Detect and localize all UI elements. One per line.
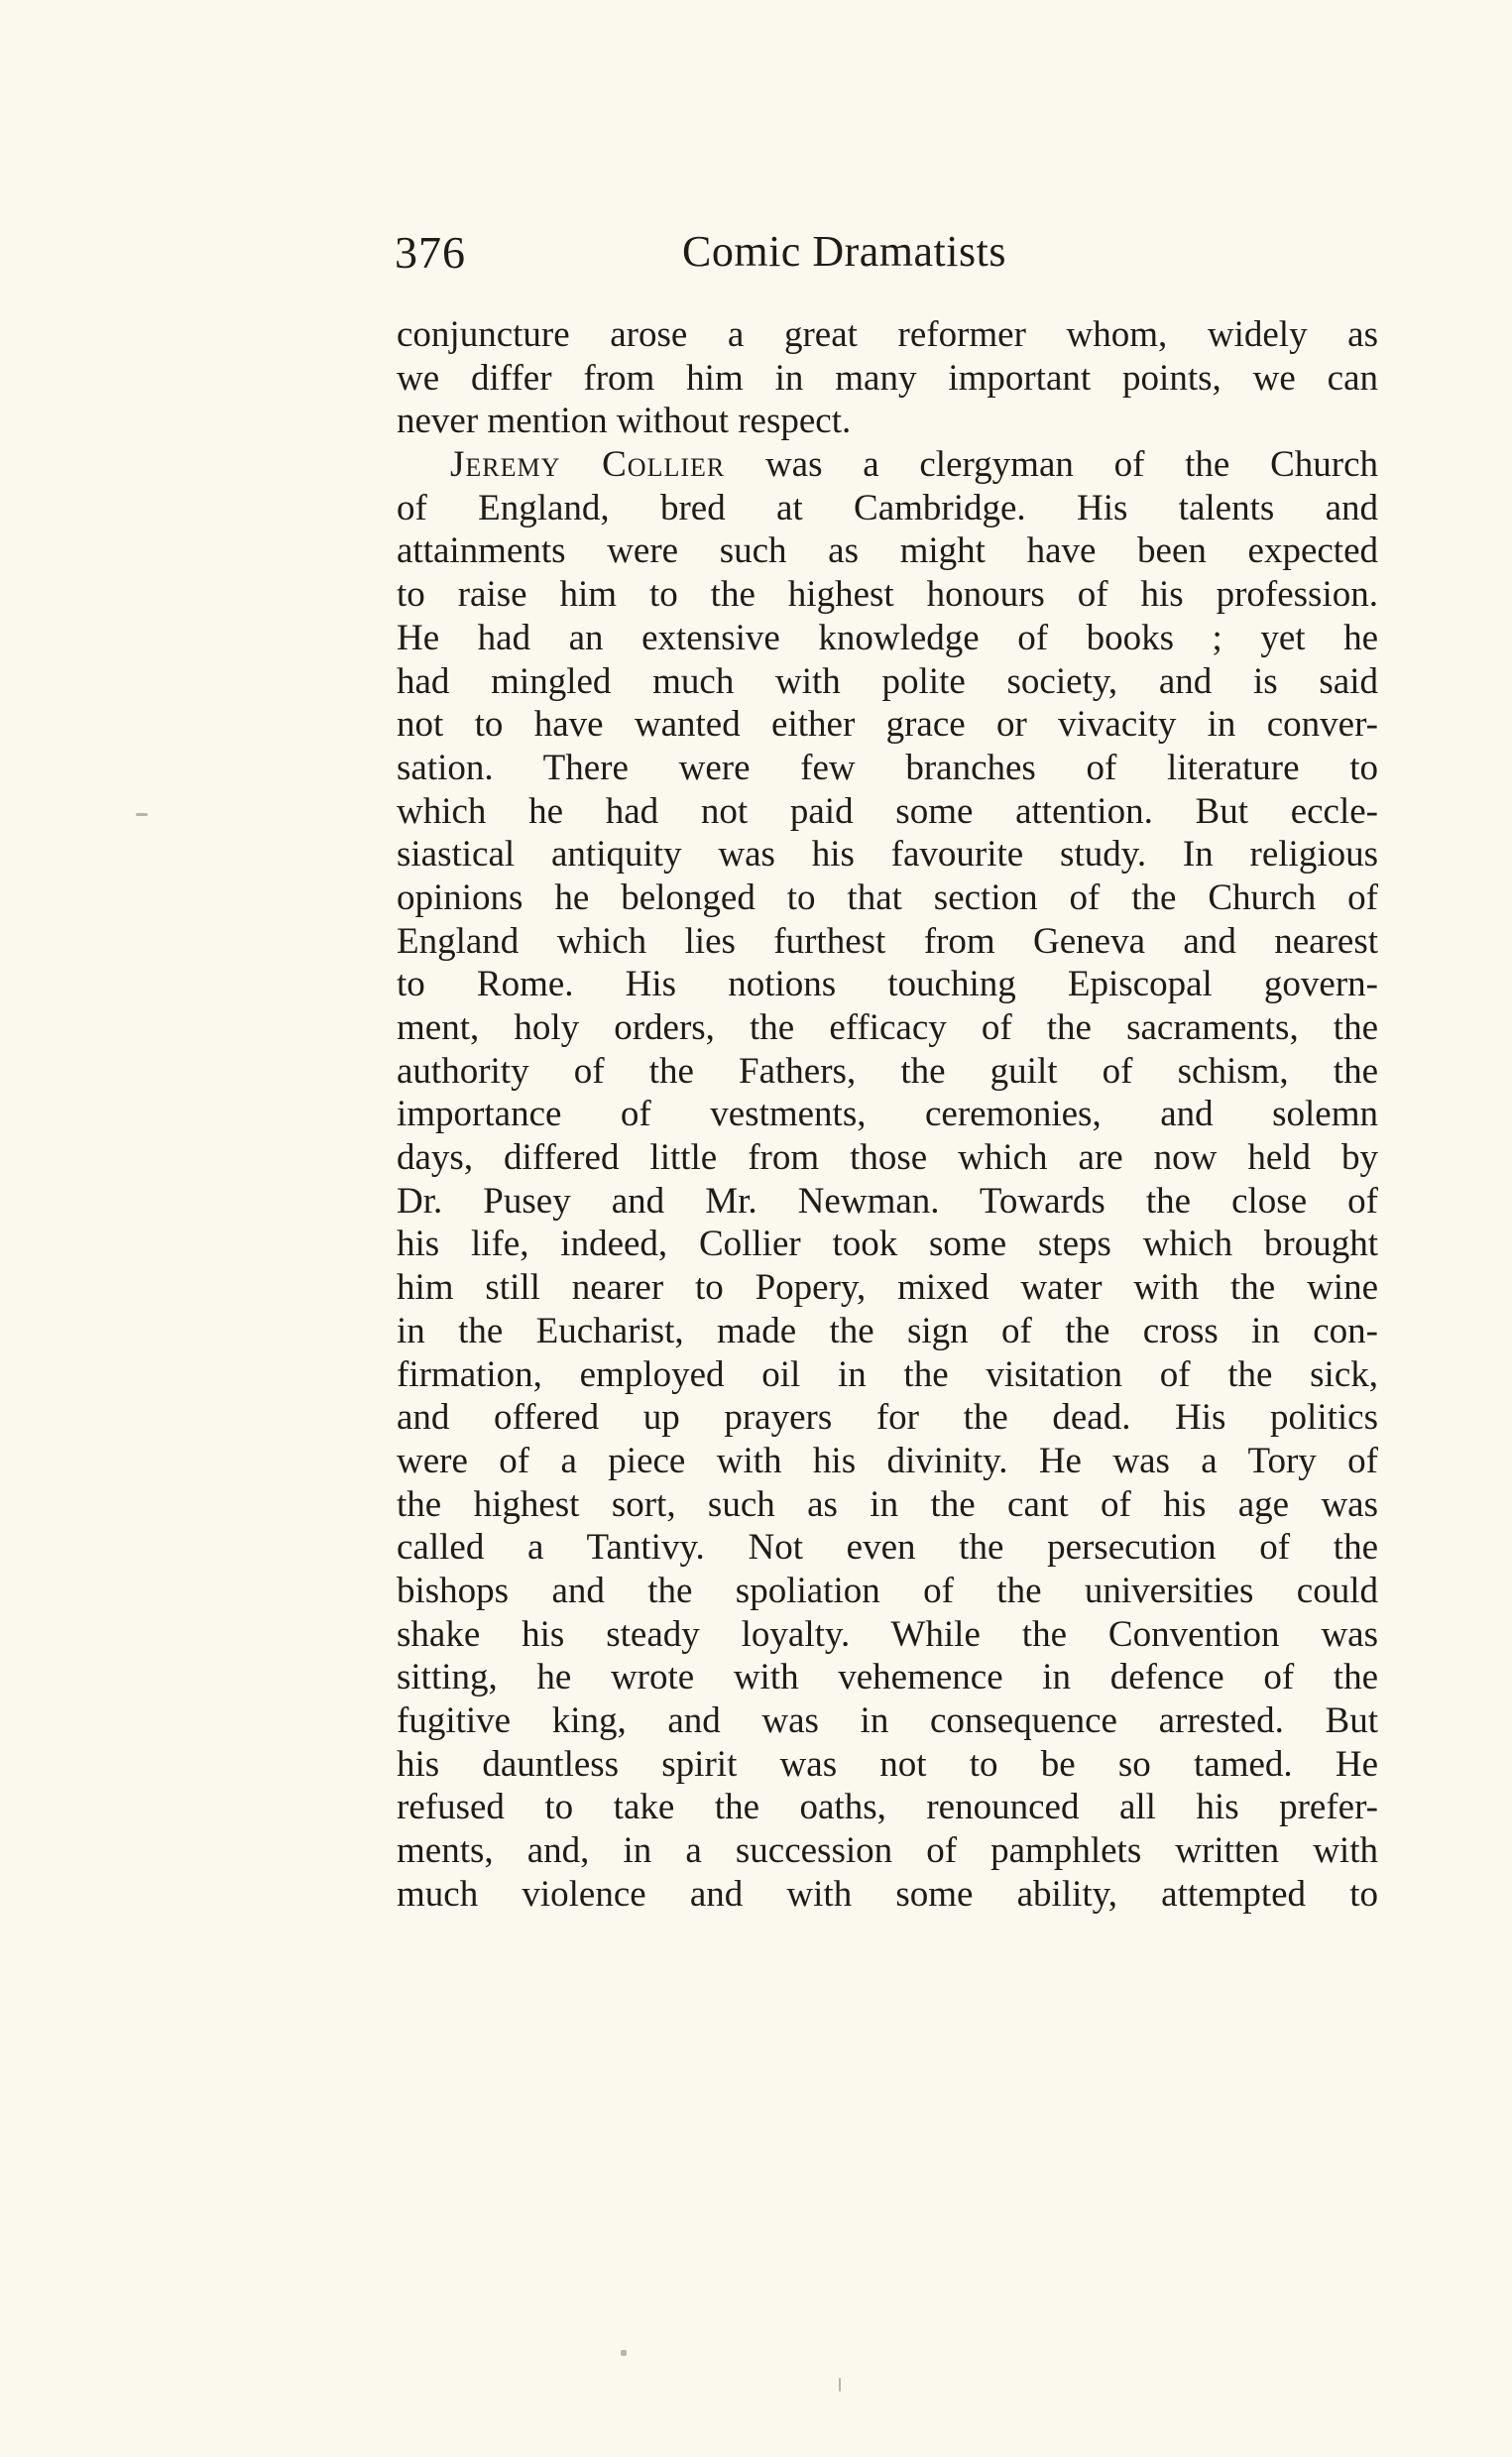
text-line bbox=[397, 443, 1378, 487]
page-number: 376 bbox=[395, 227, 466, 278]
text-line: refused to take the oaths, renounced all his prefer- bbox=[397, 1787, 1378, 1828]
text-line: and offered up prayers for the dead. His politics bbox=[397, 1397, 1378, 1439]
running-header bbox=[395, 226, 1381, 286]
text-line: of England, bred at Cambridge. His talents and bbox=[397, 487, 1378, 528]
text-line: He had an extensive knowledge of books ; yet he bbox=[397, 617, 1378, 658]
text-span: was a clergyman of the Church bbox=[725, 444, 1379, 486]
text-line: sation. There were few branches of literature to bbox=[397, 747, 1378, 788]
text-line: firmation, employed oil in the visitation of the sick, bbox=[397, 1353, 1378, 1395]
text-line: the highest sort, such as in the cant of his age was bbox=[397, 1483, 1378, 1525]
text-line: siastical antiquity was his favourite study. In religious bbox=[397, 834, 1378, 876]
text-line: his dauntless spirit was not to be so tamed. He bbox=[397, 1743, 1378, 1785]
text-line: we differ from him in many important points, we can bbox=[397, 357, 1378, 399]
text-line: sitting, he wrote with vehemence in defence of the bbox=[397, 1657, 1378, 1698]
text-line: ments, and, in a succession of pamphlets written with bbox=[397, 1830, 1378, 1872]
running-title: Comic Dramatists bbox=[682, 227, 1006, 276]
text-line: not to have wanted either grace or vivacity in conver- bbox=[397, 704, 1378, 746]
text-line: importance of vestments, ceremonies, and solemn bbox=[397, 1094, 1378, 1135]
text-line: never mention without respect. bbox=[397, 401, 852, 442]
text-line: days, differed little from those which are now held by bbox=[397, 1137, 1378, 1179]
text-line: attainments were such as might have been expected bbox=[397, 530, 1378, 572]
paper-speck bbox=[136, 813, 148, 816]
text-line: him still nearer to Popery, mixed water with the wine bbox=[397, 1267, 1378, 1309]
paragraph-2 bbox=[397, 443, 1378, 1916]
text-line: which he had not paid some attention. But eccle- bbox=[397, 790, 1378, 832]
text-line: were of a piece with his divinity. He was a Tory of bbox=[397, 1440, 1378, 1481]
person-name: Jeremy Collier bbox=[450, 444, 726, 486]
text-line: ment, holy orders, the efficacy of the sacraments, the bbox=[397, 1007, 1378, 1048]
text-line: to raise him to the highest honours of his profession. bbox=[397, 574, 1378, 616]
text-line: conjuncture arose a great reformer whom, widely as bbox=[397, 314, 1378, 355]
paper-speck bbox=[621, 2350, 627, 2356]
text-line: authority of the Fathers, the guilt of schism, the bbox=[397, 1050, 1378, 1092]
text-line: to Rome. His notions touching Episcopal govern- bbox=[397, 964, 1378, 1005]
paper-speck bbox=[839, 2378, 841, 2392]
text-line: opinions he belonged to that section of the Church of bbox=[397, 877, 1378, 918]
paragraph-1 bbox=[397, 313, 1378, 443]
text-line: in the Eucharist, made the sign of the cross in con- bbox=[397, 1310, 1378, 1351]
text-line: called a Tantivy. Not even the persecution of the bbox=[397, 1527, 1378, 1569]
text-line: his life, indeed, Collier took some steps which brought bbox=[397, 1224, 1378, 1265]
text-line: fugitive king, and was in consequence arrested. But bbox=[397, 1700, 1378, 1741]
body-text bbox=[397, 313, 1378, 1916]
text-line: much violence and with some ability, attempted to bbox=[397, 1873, 1378, 1915]
text-line: shake his steady loyalty. While the Convention was bbox=[397, 1613, 1378, 1655]
text-line: bishops and the spoliation of the universities could bbox=[397, 1570, 1378, 1611]
text-line: had mingled much with polite society, and is said bbox=[397, 660, 1378, 702]
text-line: Dr. Pusey and Mr. Newman. Towards the close of bbox=[397, 1180, 1378, 1222]
text-line: England which lies furthest from Geneva and nearest bbox=[397, 920, 1378, 962]
